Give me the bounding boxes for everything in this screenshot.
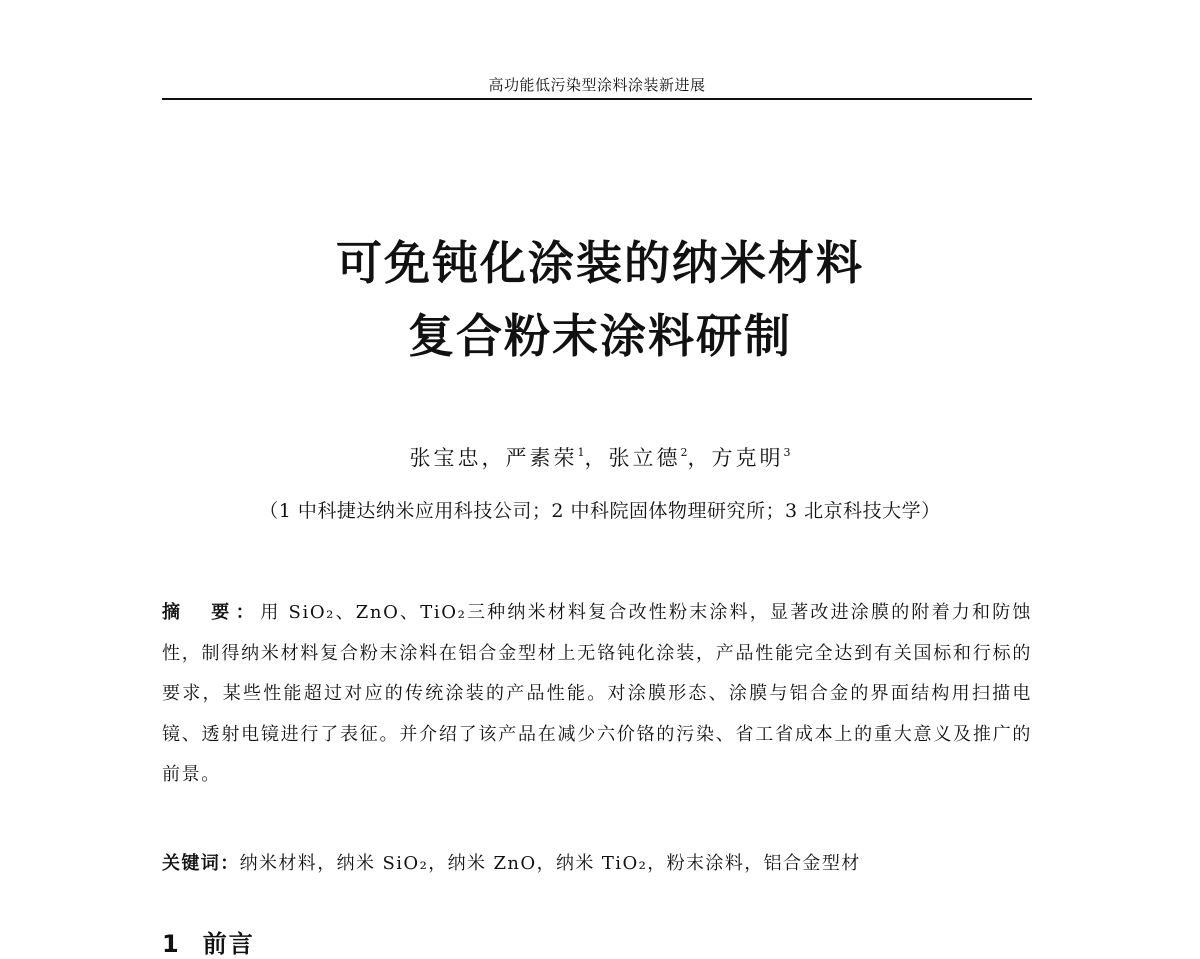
affiliations: （1 中科捷达纳米应用科技公司；2 中科院固体物理研究所；3 北京科技大学） bbox=[259, 500, 941, 522]
author-name: ，张立德 bbox=[584, 446, 681, 470]
author-affiliation-mark: 1 bbox=[577, 446, 585, 459]
header-rule bbox=[162, 98, 1032, 100]
abstract-text: 用 SiO₂、ZnO、TiO₂三种纳米材料复合改性粉末涂料，显著改进涂膜的附着力和防蚀性，制得纳米材料复合粉末涂料在铝合金型材上无铬钝化涂装，产品性能完全达到有关国标和行标的要求，某些性能超过对应的传统涂装的产品性能。对涂膜形态、涂膜与铝合金的界面结构用扫描电镜、透射电镜进行了表征。并介绍了该产品在减少六价铬的污染、省工省成本上的重大意义及推广的前景。 bbox=[162, 602, 1033, 785]
author-list bbox=[0, 442, 1200, 472]
running-header: 高功能低污染型涂料涂装新进展 bbox=[488, 76, 706, 94]
section-number: 1 bbox=[162, 930, 181, 958]
paper-title-line-1: 可免钝化涂装的纳米材料 bbox=[336, 236, 864, 290]
author-name: ，方克明 bbox=[687, 446, 784, 470]
keywords-text: 纳米材料，纳米 SiO₂，纳米 ZnO，纳米 TiO₂，粉末涂料，铝合金型材 bbox=[239, 853, 861, 874]
author-name: 张宝忠， bbox=[409, 446, 506, 470]
section-heading bbox=[162, 924, 255, 959]
author-affiliation-mark: 3 bbox=[783, 446, 791, 459]
keywords-label: 关键词： bbox=[162, 853, 240, 874]
keywords bbox=[162, 849, 1032, 875]
author-name: 严素荣 bbox=[505, 446, 578, 470]
abstract-label: 摘 要： bbox=[162, 602, 261, 623]
section-title: 前言 bbox=[202, 930, 255, 958]
author-affiliation-mark: 2 bbox=[680, 446, 688, 459]
paper-title-line-2: 复合粉末涂料研制 bbox=[408, 309, 792, 363]
abstract bbox=[162, 593, 1032, 796]
